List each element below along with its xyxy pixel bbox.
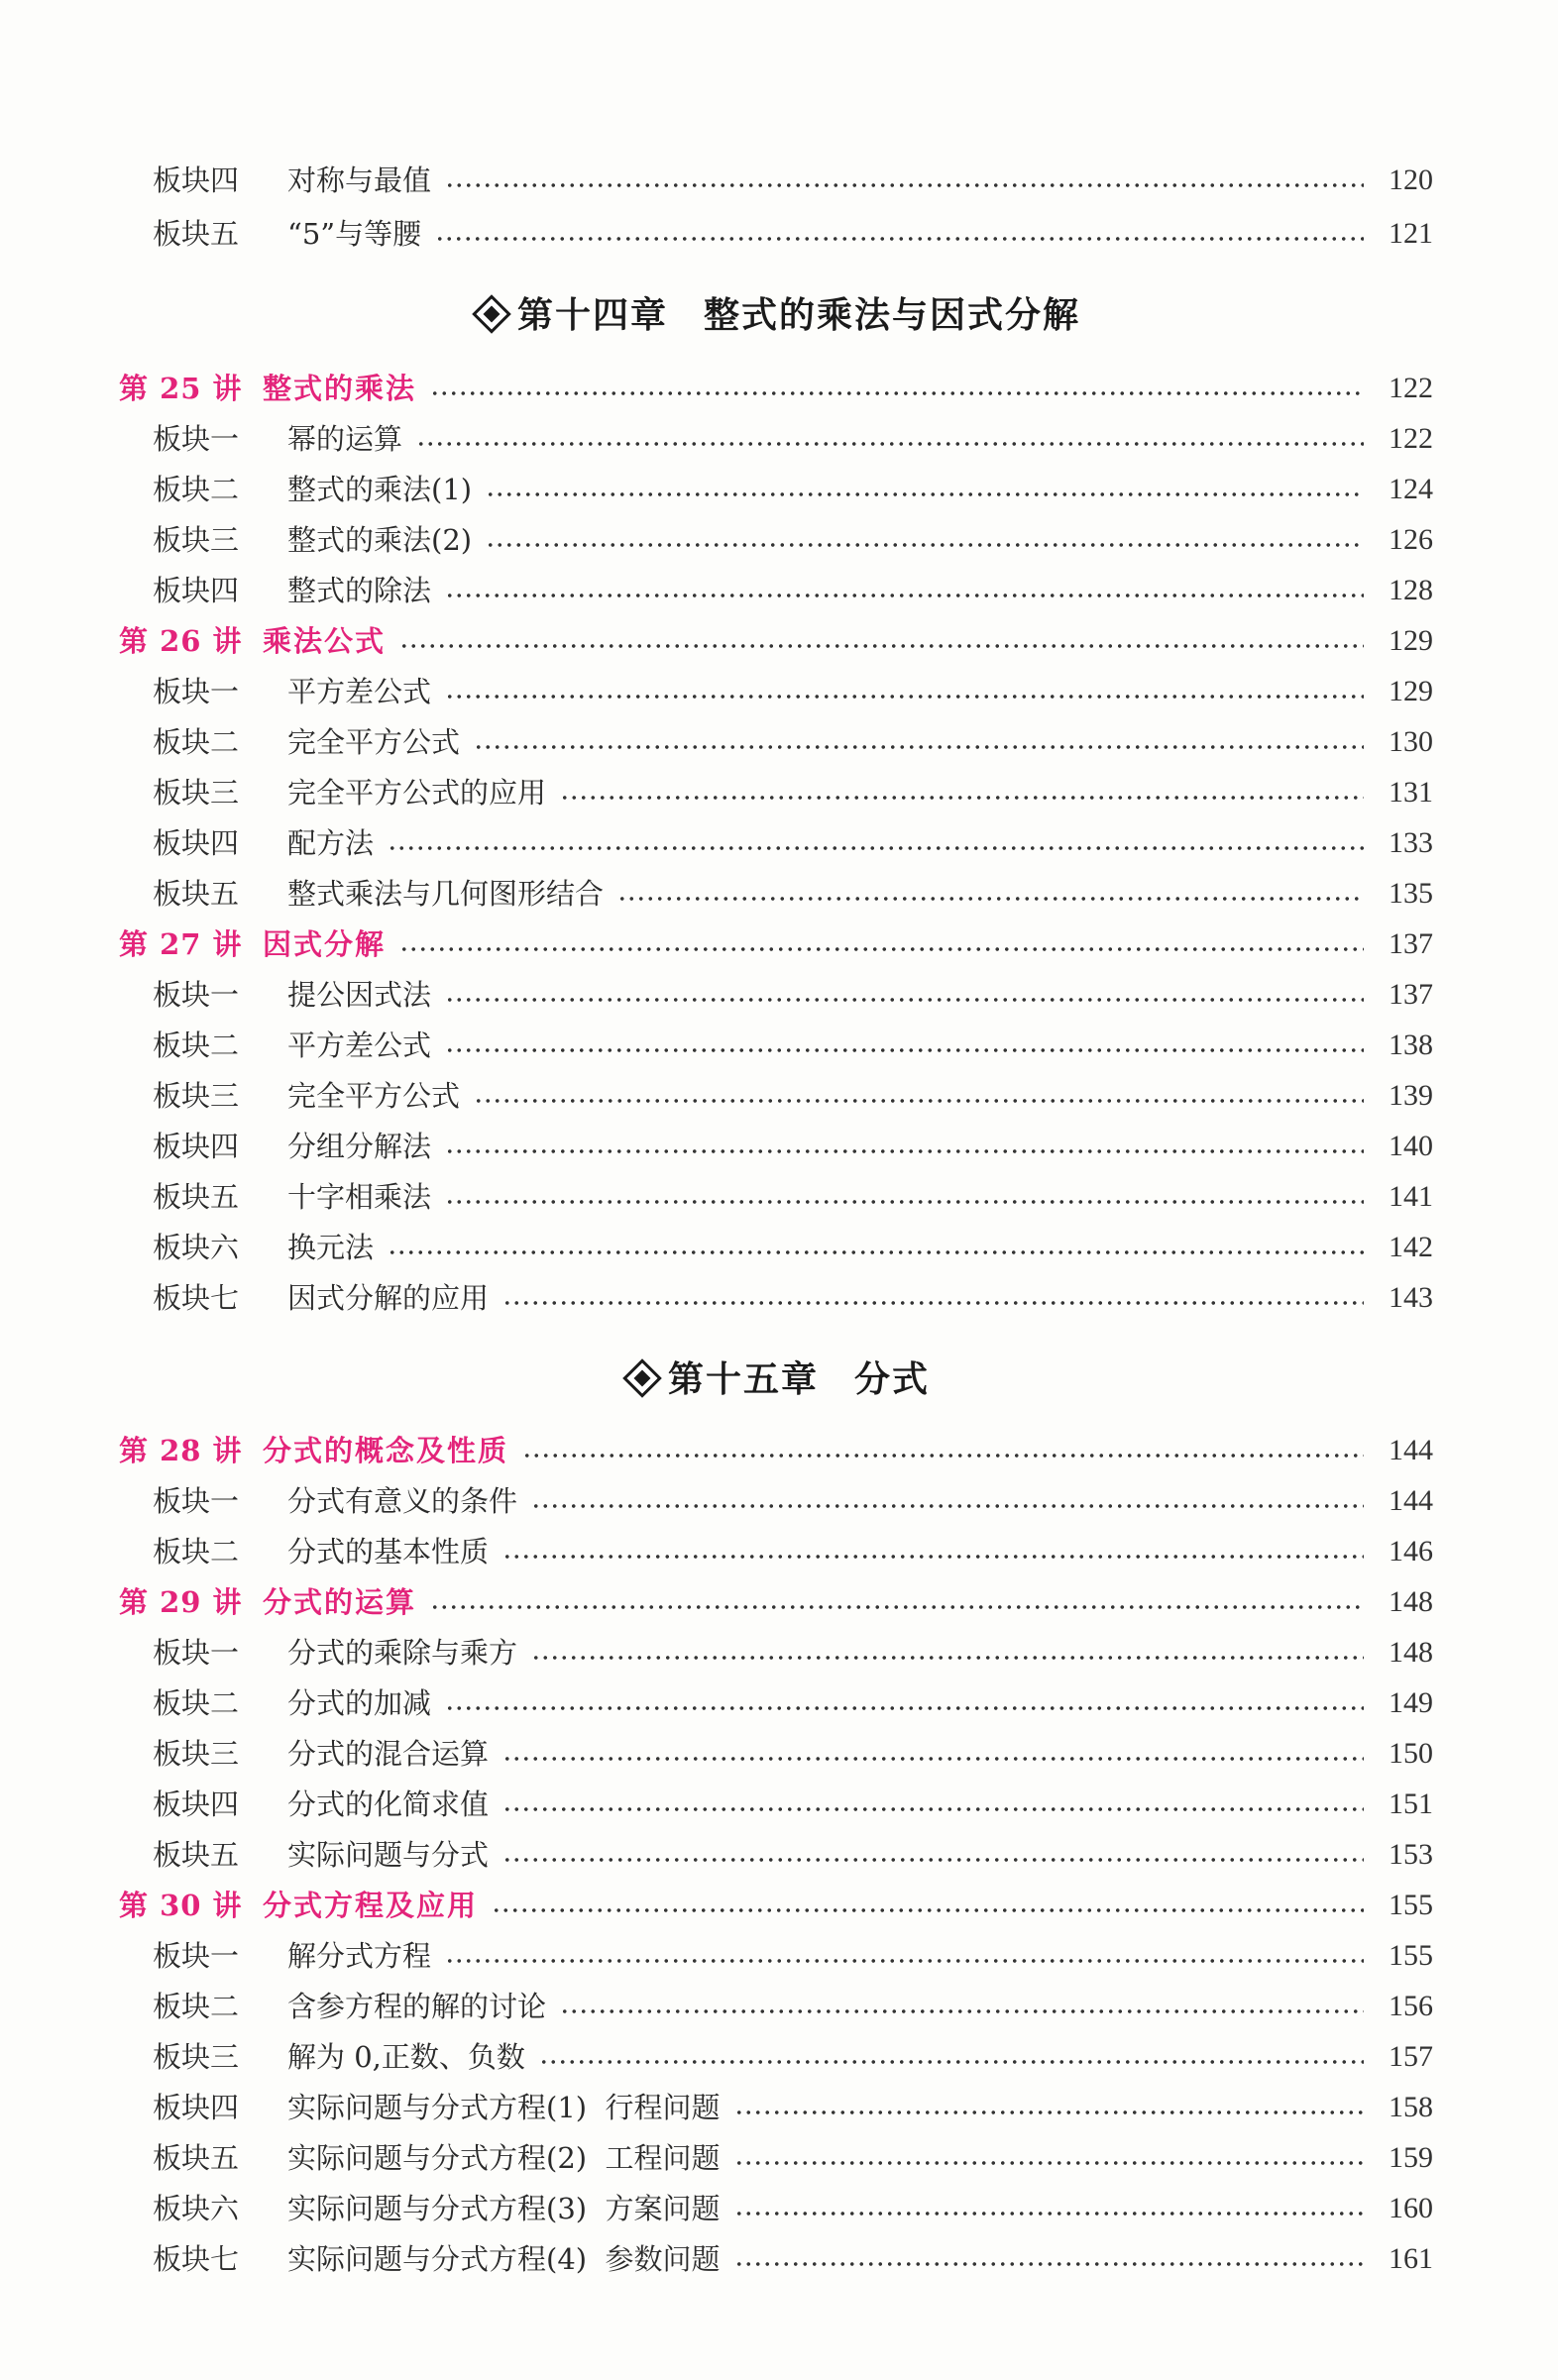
toc-row bbox=[119, 1532, 1433, 1571]
block-label: 板块三 bbox=[153, 776, 240, 810]
leader-dots bbox=[445, 997, 1364, 1003]
toc-row bbox=[119, 2037, 1433, 2077]
page-number: 122 bbox=[1389, 422, 1433, 455]
block-title: 幂的运算 bbox=[287, 422, 403, 456]
block-label: 板块一 bbox=[153, 978, 240, 1012]
toc-row bbox=[119, 1987, 1433, 2026]
page-number: 138 bbox=[1389, 1028, 1433, 1061]
toc-row bbox=[119, 1026, 1433, 1065]
page-number: 133 bbox=[1389, 826, 1433, 859]
block-label: 板块一 bbox=[153, 1484, 240, 1518]
page-number: 155 bbox=[1389, 1939, 1433, 1972]
lecture-title: 整式的乘法 bbox=[263, 372, 417, 405]
block-label: 板块七 bbox=[153, 1281, 240, 1315]
toc-row bbox=[119, 823, 1433, 863]
page-number: 128 bbox=[1389, 574, 1433, 606]
page-number: 120 bbox=[1389, 163, 1433, 196]
block-title: 因式分解的应用 bbox=[287, 1281, 490, 1315]
leader-dots bbox=[486, 542, 1364, 548]
leader-dots bbox=[388, 845, 1364, 851]
block-label: 板块七 bbox=[153, 2242, 240, 2276]
lecture-row bbox=[119, 621, 1433, 661]
block-label: 板块五 bbox=[153, 1180, 240, 1214]
page-number: 161 bbox=[1389, 2242, 1433, 2275]
toc-row bbox=[119, 1835, 1433, 1875]
block-title: “5”与等腰 bbox=[287, 217, 422, 251]
leader-dots bbox=[486, 491, 1364, 497]
toc-row bbox=[119, 1633, 1433, 1673]
lecture-title: 因式分解 bbox=[263, 927, 387, 961]
page-number: 155 bbox=[1389, 1889, 1433, 1921]
toc-row bbox=[119, 571, 1433, 610]
page-number: 139 bbox=[1389, 1079, 1433, 1112]
page-number: 157 bbox=[1389, 2040, 1433, 2073]
leader-dots bbox=[445, 1047, 1364, 1053]
leader-dots bbox=[502, 1756, 1364, 1762]
toc-row bbox=[119, 2239, 1433, 2279]
block-title: 实际问题与分式方程(4) 参数问题 bbox=[287, 2242, 721, 2276]
toc-row bbox=[119, 470, 1433, 509]
leader-dots bbox=[734, 2110, 1364, 2115]
page-number: 143 bbox=[1389, 1281, 1433, 1314]
toc-row bbox=[119, 520, 1433, 560]
block-label: 板块三 bbox=[153, 1079, 240, 1113]
block-title: 含参方程的解的讨论 bbox=[287, 1990, 547, 2023]
leader-dots bbox=[445, 1199, 1364, 1205]
leader-dots bbox=[430, 390, 1364, 396]
lecture-row bbox=[119, 1886, 1433, 1925]
lecture-row bbox=[119, 369, 1433, 408]
leader-dots bbox=[388, 1249, 1364, 1255]
block-label: 板块六 bbox=[153, 2192, 240, 2225]
block-title: 整式乘法与几何图形结合 bbox=[287, 877, 605, 911]
chapter-number: 第十五章 bbox=[667, 1359, 819, 1400]
block-label: 板块五 bbox=[153, 217, 240, 251]
page-number: 153 bbox=[1389, 1838, 1433, 1871]
leader-dots bbox=[416, 441, 1364, 447]
block-label: 板块二 bbox=[153, 1990, 240, 2023]
page-number: 141 bbox=[1389, 1180, 1433, 1213]
page-number: 144 bbox=[1389, 1484, 1433, 1517]
lecture-title: 乘法公式 bbox=[263, 624, 387, 658]
leader-dots bbox=[522, 1453, 1364, 1459]
leader-dots bbox=[560, 2008, 1364, 2014]
block-label: 板块四 bbox=[153, 1787, 240, 1821]
page-number: 137 bbox=[1389, 927, 1433, 960]
lecture-row bbox=[119, 924, 1433, 964]
toc-row bbox=[119, 1936, 1433, 1976]
leader-dots bbox=[492, 1907, 1364, 1913]
page-number: 130 bbox=[1389, 725, 1433, 758]
block-title: 实际问题与分式方程(3) 方案问题 bbox=[287, 2192, 721, 2225]
leader-dots bbox=[445, 593, 1364, 598]
page-number: 129 bbox=[1389, 675, 1433, 707]
block-title: 平方差公式 bbox=[287, 675, 432, 708]
toc-row bbox=[119, 1785, 1433, 1824]
diamond-icon bbox=[622, 1358, 662, 1398]
leader-dots bbox=[531, 1503, 1364, 1509]
lecture-row bbox=[119, 1582, 1433, 1622]
leader-dots bbox=[734, 2211, 1364, 2217]
page-number: 137 bbox=[1389, 978, 1433, 1011]
block-title: 提公因式法 bbox=[287, 978, 432, 1012]
block-label: 板块五 bbox=[153, 2141, 240, 2175]
toc-row bbox=[119, 2138, 1433, 2178]
leader-dots bbox=[502, 1857, 1364, 1863]
block-title: 完全平方公式的应用 bbox=[287, 776, 547, 810]
block-label: 板块三 bbox=[153, 2040, 240, 2074]
block-title: 分式的化简求值 bbox=[287, 1787, 490, 1821]
toc-row bbox=[119, 1481, 1433, 1521]
toc-row bbox=[119, 1177, 1433, 1217]
page-number: 146 bbox=[1389, 1535, 1433, 1568]
page-number: 131 bbox=[1389, 776, 1433, 809]
leader-dots bbox=[531, 1655, 1364, 1661]
chapter-number: 第十四章 bbox=[516, 295, 668, 336]
leader-dots bbox=[474, 1098, 1364, 1104]
toc-row bbox=[119, 722, 1433, 762]
page-number: 148 bbox=[1389, 1585, 1433, 1618]
page-number: 160 bbox=[1389, 2192, 1433, 2224]
chapter-heading bbox=[0, 287, 1558, 338]
leader-dots bbox=[502, 1806, 1364, 1812]
block-title: 实际问题与分式 bbox=[287, 1838, 490, 1872]
block-title: 整式的乘法(2) bbox=[287, 523, 473, 557]
leader-dots bbox=[474, 744, 1364, 750]
block-label: 板块四 bbox=[153, 2091, 240, 2124]
block-title: 解分式方程 bbox=[287, 1939, 432, 1973]
block-label: 板块五 bbox=[153, 1838, 240, 1872]
toc-row bbox=[119, 672, 1433, 711]
block-title: 对称与最值 bbox=[287, 163, 432, 197]
block-label: 板块二 bbox=[153, 473, 240, 506]
chapter-heading bbox=[0, 1352, 1558, 1402]
block-label: 板块一 bbox=[153, 1939, 240, 1973]
block-title: 实际问题与分式方程(1) 行程问题 bbox=[287, 2091, 721, 2124]
leader-dots bbox=[445, 1705, 1364, 1711]
block-label: 板块四 bbox=[153, 1130, 240, 1163]
leader-dots bbox=[502, 1300, 1364, 1306]
toc-row bbox=[119, 1683, 1433, 1723]
leader-dots bbox=[430, 1604, 1364, 1610]
lecture-title: 分式的运算 bbox=[263, 1585, 417, 1619]
block-label: 板块五 bbox=[153, 877, 240, 911]
block-label: 板块二 bbox=[153, 725, 240, 759]
block-label: 板块四 bbox=[153, 163, 240, 197]
block-title: 解为 0,正数、负数 bbox=[287, 2040, 525, 2074]
block-title: 分式的加减 bbox=[287, 1686, 432, 1720]
page-number: 158 bbox=[1389, 2091, 1433, 2123]
page-number: 156 bbox=[1389, 1990, 1433, 2022]
toc-row bbox=[119, 874, 1433, 914]
block-label: 板块二 bbox=[153, 1028, 240, 1062]
block-title: 配方法 bbox=[287, 826, 375, 860]
block-title: 完全平方公式 bbox=[287, 725, 461, 759]
toc-row bbox=[119, 1278, 1433, 1318]
page-number: 151 bbox=[1389, 1787, 1433, 1820]
toc-row bbox=[119, 161, 1433, 200]
leader-dots bbox=[399, 946, 1364, 952]
block-title: 实际问题与分式方程(2) 工程问题 bbox=[287, 2141, 721, 2175]
block-title: 换元法 bbox=[287, 1231, 375, 1264]
toc-row bbox=[119, 975, 1433, 1015]
lecture-title: 分式的概念及性质 bbox=[263, 1434, 509, 1467]
lecture-label: 第 30 讲 bbox=[119, 1889, 243, 1922]
block-title: 分式有意义的条件 bbox=[287, 1484, 518, 1518]
leader-dots bbox=[539, 2059, 1364, 2065]
leader-dots bbox=[502, 1554, 1364, 1560]
page-number: 142 bbox=[1389, 1231, 1433, 1263]
page-number: 148 bbox=[1389, 1636, 1433, 1669]
leader-dots bbox=[435, 236, 1364, 242]
block-label: 板块二 bbox=[153, 1535, 240, 1569]
lecture-row bbox=[119, 1431, 1433, 1470]
page-number: 124 bbox=[1389, 473, 1433, 505]
page-number: 149 bbox=[1389, 1686, 1433, 1719]
lecture-label: 第 26 讲 bbox=[119, 624, 243, 658]
lecture-title: 分式方程及应用 bbox=[263, 1889, 479, 1922]
toc-row bbox=[119, 2189, 1433, 2228]
toc-row bbox=[119, 419, 1433, 459]
leader-dots bbox=[734, 2261, 1364, 2267]
block-title: 分式的基本性质 bbox=[287, 1535, 490, 1569]
page-number: 144 bbox=[1389, 1434, 1433, 1466]
lecture-label: 第 27 讲 bbox=[119, 927, 243, 961]
block-title: 分组分解法 bbox=[287, 1130, 432, 1163]
leader-dots bbox=[734, 2160, 1364, 2166]
toc-row bbox=[119, 1734, 1433, 1774]
page-number: 121 bbox=[1389, 217, 1433, 250]
leader-dots bbox=[445, 1958, 1364, 1964]
page-number: 140 bbox=[1389, 1130, 1433, 1162]
toc-row bbox=[119, 1076, 1433, 1116]
block-label: 板块四 bbox=[153, 826, 240, 860]
block-title: 完全平方公式 bbox=[287, 1079, 461, 1113]
page-number: 126 bbox=[1389, 523, 1433, 556]
block-label: 板块四 bbox=[153, 574, 240, 607]
toc-row bbox=[119, 214, 1433, 254]
leader-dots bbox=[617, 896, 1364, 902]
block-label: 板块一 bbox=[153, 1636, 240, 1670]
page-number: 129 bbox=[1389, 624, 1433, 657]
toc-row bbox=[119, 1127, 1433, 1166]
toc-row bbox=[119, 1228, 1433, 1267]
block-title: 整式的乘法(1) bbox=[287, 473, 473, 506]
toc-row bbox=[119, 773, 1433, 812]
block-title: 整式的除法 bbox=[287, 574, 432, 607]
page-number: 159 bbox=[1389, 2141, 1433, 2174]
toc-row bbox=[119, 2088, 1433, 2127]
lecture-label: 第 29 讲 bbox=[119, 1585, 243, 1619]
page-number: 122 bbox=[1389, 372, 1433, 404]
leader-dots bbox=[445, 1148, 1364, 1154]
block-label: 板块三 bbox=[153, 1737, 240, 1771]
block-title: 平方差公式 bbox=[287, 1028, 432, 1062]
block-label: 板块一 bbox=[153, 422, 240, 456]
block-title: 十字相乘法 bbox=[287, 1180, 432, 1214]
block-label: 板块二 bbox=[153, 1686, 240, 1720]
leader-dots bbox=[399, 643, 1364, 649]
block-title: 分式的乘除与乘方 bbox=[287, 1636, 518, 1670]
leader-dots bbox=[445, 182, 1364, 188]
lecture-label: 第 28 讲 bbox=[119, 1434, 243, 1467]
page-number: 135 bbox=[1389, 877, 1433, 910]
block-label: 板块一 bbox=[153, 675, 240, 708]
page-number: 150 bbox=[1389, 1737, 1433, 1770]
chapter-title: 整式的乘法与因式分解 bbox=[704, 295, 1081, 336]
leader-dots bbox=[560, 795, 1364, 801]
leader-dots bbox=[445, 694, 1364, 700]
block-label: 板块六 bbox=[153, 1231, 240, 1264]
block-label: 板块三 bbox=[153, 523, 240, 557]
chapter-title: 分式 bbox=[854, 1359, 931, 1400]
block-title: 分式的混合运算 bbox=[287, 1737, 490, 1771]
lecture-label: 第 25 讲 bbox=[119, 372, 243, 405]
diamond-icon bbox=[472, 294, 511, 334]
